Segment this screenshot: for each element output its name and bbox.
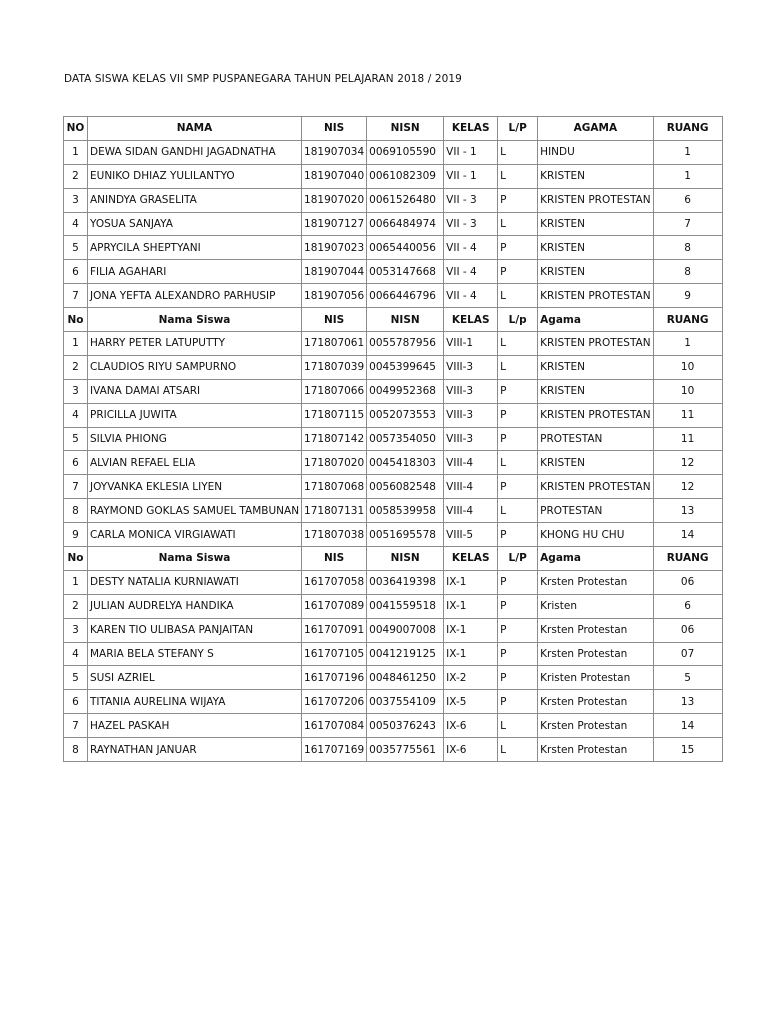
- table-row: [64, 332, 723, 356]
- cell-agama: KRISTEN PROTESTAN: [538, 284, 653, 308]
- cell-no: 6: [64, 260, 88, 284]
- cell-agama: Krsten Protestan: [538, 690, 653, 714]
- cell-nis: 171807039: [302, 355, 367, 379]
- cell-nisn: 0036419398: [367, 570, 444, 594]
- cell-name: HAZEL PASKAH: [88, 714, 302, 738]
- cell-kelas: VII - 1: [444, 140, 498, 164]
- cell-agama: Krsten Protestan: [538, 618, 653, 642]
- cell-no: 2: [64, 355, 88, 379]
- cell-ruang: 06: [653, 618, 722, 642]
- table-header-row: [64, 308, 723, 332]
- cell-kelas: IX-1: [444, 594, 498, 618]
- cell-name: EUNIKO DHIAZ YULILANTYO: [88, 164, 302, 188]
- cell-lp: L: [498, 355, 538, 379]
- cell-name: TITANIA AURELINA WIJAYA: [88, 690, 302, 714]
- header-cell-agama: Agama: [538, 547, 653, 571]
- cell-ruang: 12: [653, 451, 722, 475]
- cell-kelas: VII - 4: [444, 284, 498, 308]
- cell-kelas: VIII-4: [444, 451, 498, 475]
- header-cell-lp: L/p: [498, 308, 538, 332]
- header-cell-nis: NIS: [302, 117, 367, 141]
- cell-nis: 161707196: [302, 666, 367, 690]
- cell-lp: P: [498, 188, 538, 212]
- cell-agama: Kristen Protestan: [538, 666, 653, 690]
- table-row: [64, 140, 723, 164]
- cell-no: 3: [64, 379, 88, 403]
- cell-nisn: 0058539958: [367, 499, 444, 523]
- cell-kelas: VIII-1: [444, 332, 498, 356]
- cell-nis: 171807142: [302, 427, 367, 451]
- cell-nis: 161707206: [302, 690, 367, 714]
- cell-nisn: 0041219125: [367, 642, 444, 666]
- table-row: [64, 284, 723, 308]
- cell-agama: KHONG HU CHU: [538, 523, 653, 547]
- header-cell-no: NO: [64, 117, 88, 141]
- cell-agama: KRISTEN PROTESTAN: [538, 332, 653, 356]
- cell-nisn: 0057354050: [367, 427, 444, 451]
- cell-no: 5: [64, 236, 88, 260]
- cell-name: SUSI AZRIEL: [88, 666, 302, 690]
- cell-kelas: IX-1: [444, 570, 498, 594]
- table-row: [64, 451, 723, 475]
- cell-name: PRICILLA JUWITA: [88, 403, 302, 427]
- cell-lp: P: [498, 642, 538, 666]
- cell-ruang: 13: [653, 690, 722, 714]
- cell-agama: Krsten Protestan: [538, 738, 653, 762]
- table-row: [64, 690, 723, 714]
- table-row: [64, 427, 723, 451]
- cell-ruang: 12: [653, 475, 722, 499]
- cell-no: 5: [64, 666, 88, 690]
- cell-lp: L: [498, 212, 538, 236]
- cell-nisn: 0049007008: [367, 618, 444, 642]
- cell-agama: KRISTEN PROTESTAN: [538, 403, 653, 427]
- cell-ruang: 10: [653, 379, 722, 403]
- cell-agama: KRISTEN: [538, 212, 653, 236]
- header-cell-ruang: RUANG: [653, 308, 722, 332]
- cell-nisn: 0041559518: [367, 594, 444, 618]
- header-cell-name: Nama Siswa: [88, 308, 302, 332]
- cell-kelas: VIII-3: [444, 427, 498, 451]
- cell-no: 8: [64, 738, 88, 762]
- cell-nis: 181907020: [302, 188, 367, 212]
- header-cell-name: NAMA: [88, 117, 302, 141]
- cell-nis: 171807061: [302, 332, 367, 356]
- cell-nisn: 0051695578: [367, 523, 444, 547]
- cell-agama: KRISTEN: [538, 164, 653, 188]
- header-cell-kelas: KELAS: [444, 547, 498, 571]
- header-cell-nis: NIS: [302, 547, 367, 571]
- cell-nis: 181907056: [302, 284, 367, 308]
- cell-name: FILIA AGAHARI: [88, 260, 302, 284]
- table-row: [64, 499, 723, 523]
- cell-no: 5: [64, 427, 88, 451]
- cell-kelas: VII - 3: [444, 212, 498, 236]
- cell-nis: 181907034: [302, 140, 367, 164]
- table-row: [64, 260, 723, 284]
- cell-nisn: 0045399645: [367, 355, 444, 379]
- cell-name: YOSUA SANJAYA: [88, 212, 302, 236]
- cell-agama: Kristen: [538, 594, 653, 618]
- cell-nisn: 0050376243: [367, 714, 444, 738]
- cell-kelas: VIII-5: [444, 523, 498, 547]
- cell-no: 2: [64, 594, 88, 618]
- cell-no: 3: [64, 618, 88, 642]
- cell-nisn: 0052073553: [367, 403, 444, 427]
- cell-lp: L: [498, 451, 538, 475]
- cell-nisn: 0061526480: [367, 188, 444, 212]
- cell-kelas: VIII-4: [444, 475, 498, 499]
- cell-name: CLAUDIOS RIYU SAMPURNO: [88, 355, 302, 379]
- cell-no: 4: [64, 642, 88, 666]
- cell-lp: P: [498, 666, 538, 690]
- cell-name: ANINDYA GRASELITA: [88, 188, 302, 212]
- cell-ruang: 06: [653, 570, 722, 594]
- table-row: [64, 618, 723, 642]
- cell-no: 6: [64, 690, 88, 714]
- header-cell-kelas: KELAS: [444, 308, 498, 332]
- table-row: [64, 379, 723, 403]
- table-row: [64, 738, 723, 762]
- cell-no: 4: [64, 212, 88, 236]
- cell-nis: 171807068: [302, 475, 367, 499]
- cell-no: 9: [64, 523, 88, 547]
- table-body: [64, 117, 723, 762]
- cell-nis: 161707084: [302, 714, 367, 738]
- cell-ruang: 15: [653, 738, 722, 762]
- table-row: [64, 212, 723, 236]
- cell-agama: KRISTEN: [538, 355, 653, 379]
- cell-kelas: IX-6: [444, 738, 498, 762]
- cell-lp: P: [498, 570, 538, 594]
- cell-nisn: 0065440056: [367, 236, 444, 260]
- cell-nisn: 0069105590: [367, 140, 444, 164]
- cell-nis: 171807131: [302, 499, 367, 523]
- header-cell-lp: L/P: [498, 117, 538, 141]
- cell-name: ALVIAN REFAEL ELIA: [88, 451, 302, 475]
- table-row: [64, 355, 723, 379]
- cell-agama: KRISTEN: [538, 451, 653, 475]
- cell-lp: P: [498, 475, 538, 499]
- cell-nisn: 0049952368: [367, 379, 444, 403]
- cell-nisn: 0056082548: [367, 475, 444, 499]
- cell-lp: P: [498, 427, 538, 451]
- cell-lp: L: [498, 332, 538, 356]
- table-row: [64, 403, 723, 427]
- cell-ruang: 1: [653, 164, 722, 188]
- cell-nisn: 0053147668: [367, 260, 444, 284]
- cell-name: JONA YEFTA ALEXANDRO PARHUSIP: [88, 284, 302, 308]
- table-row: [64, 570, 723, 594]
- cell-nis: 181907044: [302, 260, 367, 284]
- header-cell-kelas: KELAS: [444, 117, 498, 141]
- cell-kelas: VIII-4: [444, 499, 498, 523]
- cell-lp: P: [498, 690, 538, 714]
- cell-lp: P: [498, 236, 538, 260]
- cell-name: KAREN TIO ULIBASA PANJAITAN: [88, 618, 302, 642]
- cell-ruang: 1: [653, 140, 722, 164]
- cell-kelas: VII - 4: [444, 260, 498, 284]
- cell-name: APRYCILA SHEPTYANI: [88, 236, 302, 260]
- table-row: [64, 666, 723, 690]
- table-row: [64, 188, 723, 212]
- cell-nis: 161707169: [302, 738, 367, 762]
- cell-name: SILVIA PHIONG: [88, 427, 302, 451]
- cell-ruang: 14: [653, 523, 722, 547]
- cell-no: 8: [64, 499, 88, 523]
- cell-nis: 161707105: [302, 642, 367, 666]
- cell-kelas: IX-6: [444, 714, 498, 738]
- cell-name: DEWA SIDAN GANDHI JAGADNATHA: [88, 140, 302, 164]
- table-row: [64, 523, 723, 547]
- header-cell-nis: NIS: [302, 308, 367, 332]
- cell-ruang: 14: [653, 714, 722, 738]
- header-cell-nisn: NISN: [367, 117, 444, 141]
- cell-nis: 171807038: [302, 523, 367, 547]
- cell-no: 2: [64, 164, 88, 188]
- cell-nis: 171807115: [302, 403, 367, 427]
- table-header-row: [64, 117, 723, 141]
- cell-agama: KRISTEN: [538, 236, 653, 260]
- cell-nisn: 0035775561: [367, 738, 444, 762]
- cell-lp: L: [498, 738, 538, 762]
- cell-kelas: IX-2: [444, 666, 498, 690]
- cell-lp: L: [498, 164, 538, 188]
- cell-no: 3: [64, 188, 88, 212]
- cell-ruang: 13: [653, 499, 722, 523]
- cell-ruang: 11: [653, 427, 722, 451]
- cell-lp: L: [498, 284, 538, 308]
- cell-nis: 181907023: [302, 236, 367, 260]
- cell-ruang: 8: [653, 236, 722, 260]
- document-title: DATA SISWA KELAS VII SMP PUSPANEGARA TAHUN PELAJARAN 2018 / 2019: [64, 73, 462, 85]
- cell-no: 7: [64, 475, 88, 499]
- cell-agama: PROTESTAN: [538, 427, 653, 451]
- cell-no: 1: [64, 140, 88, 164]
- cell-no: 1: [64, 570, 88, 594]
- cell-nis: 171807020: [302, 451, 367, 475]
- cell-ruang: 07: [653, 642, 722, 666]
- cell-nisn: 0066446796: [367, 284, 444, 308]
- cell-ruang: 11: [653, 403, 722, 427]
- header-cell-nisn: NISN: [367, 547, 444, 571]
- cell-nis: 161707091: [302, 618, 367, 642]
- cell-kelas: VIII-3: [444, 403, 498, 427]
- cell-kelas: VII - 1: [444, 164, 498, 188]
- header-cell-agama: Agama: [538, 308, 653, 332]
- table-row: [64, 164, 723, 188]
- header-cell-no: No: [64, 308, 88, 332]
- cell-name: JULIAN AUDRELYA HANDIKA: [88, 594, 302, 618]
- table-header-row: [64, 547, 723, 571]
- cell-name: MARIA BELA STEFANY S: [88, 642, 302, 666]
- table-row: [64, 475, 723, 499]
- student-data-table: [63, 116, 723, 762]
- cell-lp: P: [498, 379, 538, 403]
- cell-agama: PROTESTAN: [538, 499, 653, 523]
- cell-lp: P: [498, 594, 538, 618]
- cell-name: JOYVANKA EKLESIA LIYEN: [88, 475, 302, 499]
- cell-lp: L: [498, 714, 538, 738]
- cell-agama: Krsten Protestan: [538, 642, 653, 666]
- cell-agama: KRISTEN PROTESTAN: [538, 188, 653, 212]
- header-cell-agama: AGAMA: [538, 117, 653, 141]
- cell-ruang: 7: [653, 212, 722, 236]
- cell-ruang: 6: [653, 594, 722, 618]
- cell-kelas: IX-5: [444, 690, 498, 714]
- cell-lp: P: [498, 618, 538, 642]
- cell-kelas: VIII-3: [444, 355, 498, 379]
- cell-agama: Krsten Protestan: [538, 714, 653, 738]
- cell-lp: P: [498, 260, 538, 284]
- table-row: [64, 594, 723, 618]
- header-cell-ruang: RUANG: [653, 117, 722, 141]
- cell-name: RAYMOND GOKLAS SAMUEL TAMBUNAN: [88, 499, 302, 523]
- cell-nisn: 0061082309: [367, 164, 444, 188]
- header-cell-ruang: RUANG: [653, 547, 722, 571]
- cell-nisn: 0037554109: [367, 690, 444, 714]
- cell-name: HARRY PETER LATUPUTTY: [88, 332, 302, 356]
- cell-no: 6: [64, 451, 88, 475]
- cell-agama: HINDU: [538, 140, 653, 164]
- cell-ruang: 1: [653, 332, 722, 356]
- cell-agama: KRISTEN PROTESTAN: [538, 475, 653, 499]
- cell-name: DESTY NATALIA KURNIAWATI: [88, 570, 302, 594]
- cell-lp: P: [498, 403, 538, 427]
- cell-nis: 161707058: [302, 570, 367, 594]
- cell-lp: P: [498, 523, 538, 547]
- header-cell-lp: L/P: [498, 547, 538, 571]
- cell-nis: 171807066: [302, 379, 367, 403]
- header-cell-no: No: [64, 547, 88, 571]
- cell-no: 1: [64, 332, 88, 356]
- cell-no: 7: [64, 714, 88, 738]
- cell-name: IVANA DAMAI ATSARI: [88, 379, 302, 403]
- cell-nis: 161707089: [302, 594, 367, 618]
- cell-ruang: 6: [653, 188, 722, 212]
- cell-kelas: VII - 3: [444, 188, 498, 212]
- cell-lp: L: [498, 499, 538, 523]
- table-row: [64, 236, 723, 260]
- cell-ruang: 9: [653, 284, 722, 308]
- cell-nis: 181907127: [302, 212, 367, 236]
- cell-ruang: 10: [653, 355, 722, 379]
- cell-no: 7: [64, 284, 88, 308]
- cell-kelas: IX-1: [444, 642, 498, 666]
- cell-agama: Krsten Protestan: [538, 570, 653, 594]
- table-row: [64, 714, 723, 738]
- header-cell-nisn: NISN: [367, 308, 444, 332]
- cell-nisn: 0048461250: [367, 666, 444, 690]
- header-cell-name: Nama Siswa: [88, 547, 302, 571]
- cell-kelas: VII - 4: [444, 236, 498, 260]
- cell-name: RAYNATHAN JANUAR: [88, 738, 302, 762]
- table-row: [64, 642, 723, 666]
- cell-nis: 181907040: [302, 164, 367, 188]
- cell-kelas: VIII-3: [444, 379, 498, 403]
- cell-agama: KRISTEN: [538, 260, 653, 284]
- cell-ruang: 5: [653, 666, 722, 690]
- cell-ruang: 8: [653, 260, 722, 284]
- cell-lp: L: [498, 140, 538, 164]
- cell-no: 4: [64, 403, 88, 427]
- cell-nisn: 0055787956: [367, 332, 444, 356]
- cell-name: CARLA MONICA VIRGIAWATI: [88, 523, 302, 547]
- cell-nisn: 0066484974: [367, 212, 444, 236]
- cell-agama: KRISTEN: [538, 379, 653, 403]
- cell-nisn: 0045418303: [367, 451, 444, 475]
- cell-kelas: IX-1: [444, 618, 498, 642]
